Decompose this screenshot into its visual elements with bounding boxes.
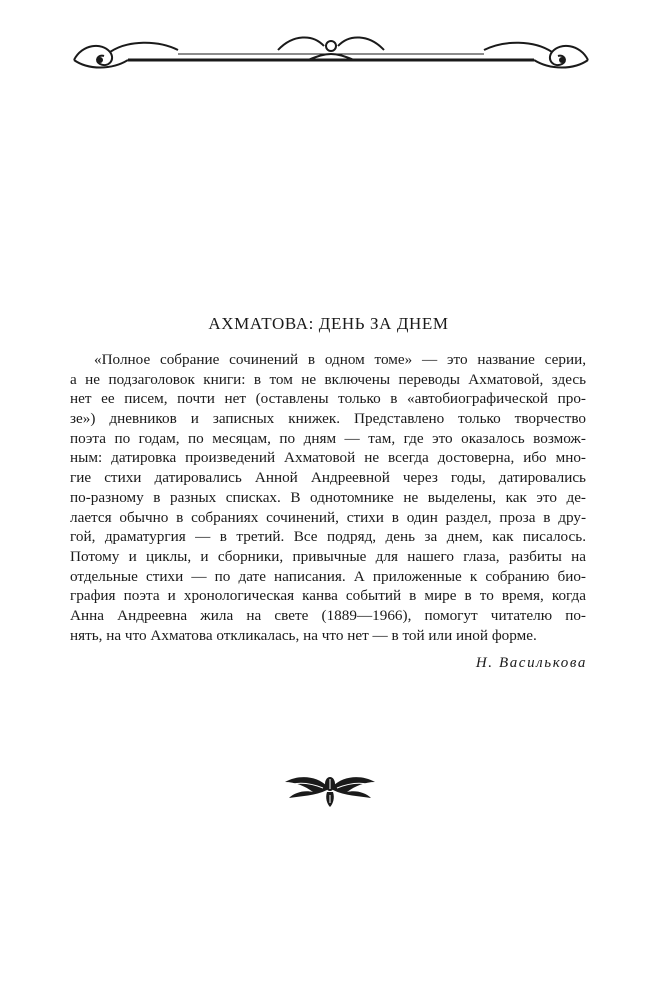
text-line: гой, драматургия — в третий. Все подряд, день за днем, как писалось. bbox=[70, 528, 586, 546]
text-line: по-разному в разных списках. В однотомнике не выделены, как это де- bbox=[70, 488, 586, 506]
author-signature: Н. Василькова bbox=[475, 655, 587, 671]
scroll-ornament-icon bbox=[68, 30, 594, 74]
body-text bbox=[70, 350, 586, 645]
text-line: отдельные стихи — по дате написания. А приложенные к собранию био- bbox=[70, 567, 586, 585]
text-line: «Полное собрание сочинений в одном томе» — это название серии, bbox=[94, 351, 586, 368]
floral-vignette-icon bbox=[283, 768, 377, 808]
text-line: гие стихи датировались Анной Андреевной через годы, датировались bbox=[70, 469, 586, 487]
text-line: лается обычно в собраниях сочинений, стихи в один раздел, проза в дру- bbox=[70, 508, 586, 526]
text-line: Потому и циклы, и сборники, привычные для нашего глаза, разбиты на bbox=[70, 547, 586, 565]
text-line: поэта по годам, по месяцам, по дням — там, где это оказалось возмож- bbox=[70, 429, 586, 447]
text-line: зе») дневников и записных книжек. Представлено только творчество bbox=[70, 410, 586, 428]
text-line: графия поэта и хронологическая канва событий в мире в то время, когда bbox=[70, 587, 586, 605]
text-line: Анна Андреевна жила на свете (1889—1966), помогут читателю по- bbox=[70, 606, 586, 624]
text-line: ным: датировка произведений Ахматовой не всегда достоверна, ибо мно- bbox=[70, 449, 586, 467]
chapter-title: АХМАТОВА: ДЕНЬ ЗА ДНЕМ bbox=[208, 314, 449, 333]
text-line: нет ее писем, почти нет (оставлены только в «автобиографической про- bbox=[70, 390, 586, 408]
text-line: а не подзаголовок книги: в том не включены переводы Ахматовой, здесь bbox=[70, 370, 586, 388]
text-line: нять, на что Ахматова откликалась, на что нет — в той или иной форме. bbox=[70, 626, 537, 644]
